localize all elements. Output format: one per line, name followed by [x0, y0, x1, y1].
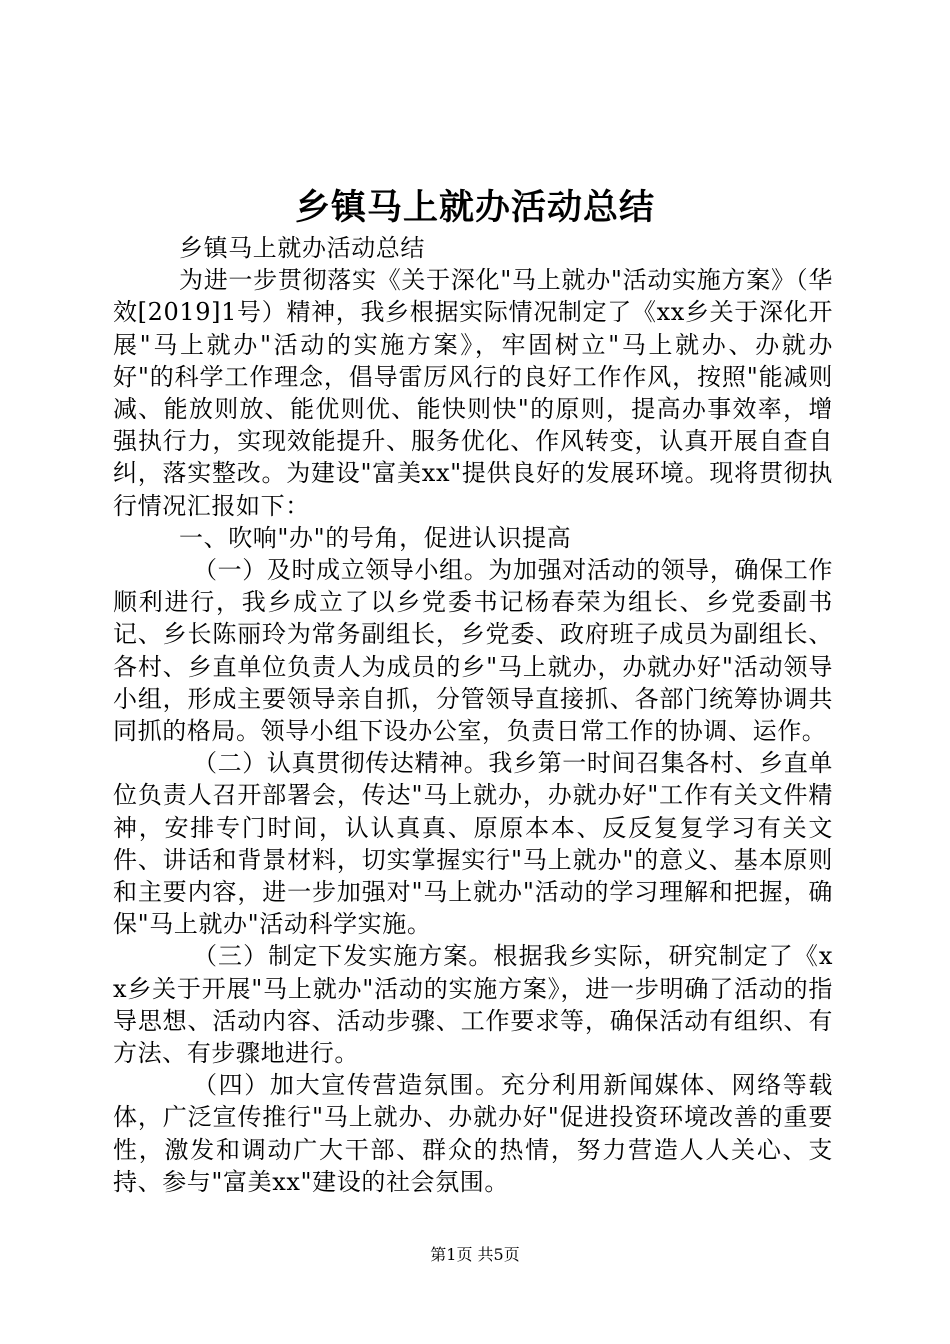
section-heading-1: 一、吹响"办"的号角，促进认识提高 — [179, 523, 572, 552]
page-number-footer: 第1页 共5页 — [430, 1245, 520, 1264]
paragraph-subtitle: 乡镇马上就办活动总结 — [179, 234, 425, 262]
paragraph-item-3: （三）制定下发实施方案。根据我乡实际，研究制定了《xx乡关于开展"马上就办"活动的实施方案》，进一步明确了活动的指导思想、活动内容、活动步骤、工作要求等，确保活动有组织、有方法、有步骤地进行。 — [113, 942, 833, 1068]
paragraph-item-1: （一）及时成立领导小组。为加强对活动的领导，确保工作顺利进行，我乡成立了以乡党委书记杨春荣为组长、乡党委副书记、乡长陈丽玲为常务副组长，乡党委、政府班子成员为副组长、各村、乡直单位负责人为成员的乡"马上就办，办就办好"活动领导小组，形成主要领导亲自抓，分管领导直接抓、各部门统筹协调共同抓的格局。领导小组下设办公室，负责日常工作的协调、运作。 — [113, 556, 833, 746]
paragraph-item-4: （四）加大宣传营造氛围。充分利用新闻媒体、网络等载体，广泛宣传推行"马上就办、办就办好"促进投资环境改善的重要性，激发和调动广大干部、群众的热情，努力营造人人关心、支持、参与"富美xx"建设的社会氛围。 — [113, 1071, 833, 1196]
paragraph-intro: 为进一步贯彻落实《关于深化"马上就办"活动实施方案》（华效[2019]1号）精神，我乡根据实际情况制定了《xx乡关于深化开展"马上就办"活动的实施方案》，牢固树立"马上就办、办就办好"的科学工作理念，倡导雷厉风行的良好工作作风，按照"能减则减、能放则放、能优则优、能快则快"的原则，提高办事效率，增强执行力，实现效能提升、服务优化、作风转变，认真开展自查自纠，落实整改。为建设"富美xx"提供良好的发展环境。现将贯彻执行情况汇报如下： — [113, 266, 833, 520]
paragraph-item-2: （二）认真贯彻传达精神。我乡第一时间召集各村、乡直单位负责人召开部署会，传达"马上就办，办就办好"工作有关文件精神，安排专门时间，认认真真、原原本本、反反复复学习有关文件、讲话和背景材料，切实掌握实行"马上就办"的意义、基本原则和主要内容，进一步加强对"马上就办"活动的学习理解和把握，确保"马上就办"活动科学实施。 — [113, 749, 833, 939]
document-body — [113, 232, 833, 1198]
document-title: 乡镇马上就办活动总结 — [294, 187, 655, 228]
